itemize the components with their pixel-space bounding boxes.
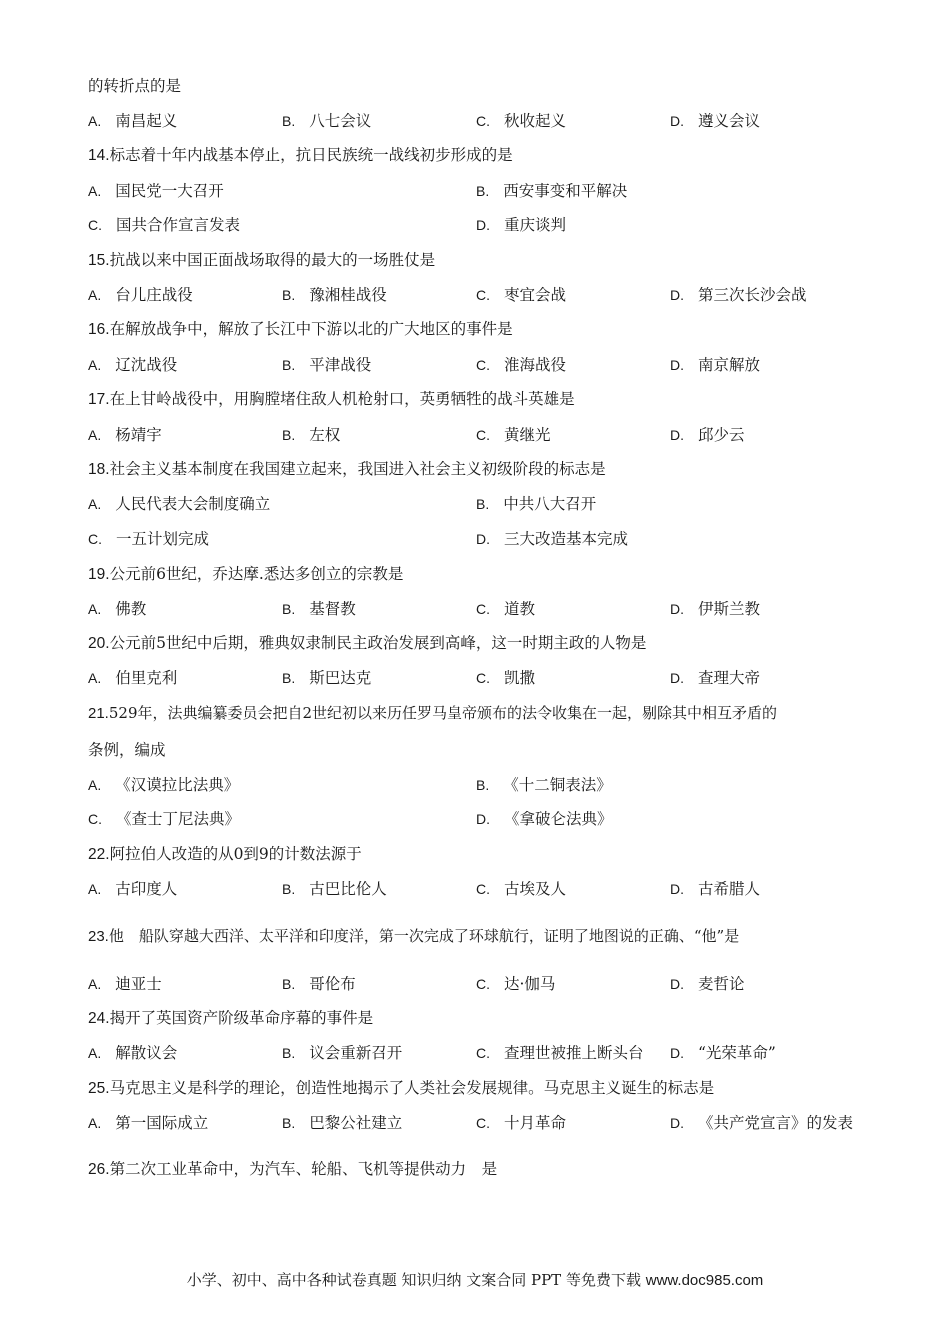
option-d: D. 第三次长沙会战	[670, 286, 807, 304]
option-a: A. 人民代表大会制度确立	[88, 495, 271, 513]
option-b: B. 左权	[282, 426, 341, 444]
option-b: B. 巴黎公社建立	[282, 1114, 403, 1132]
option-c: C. 国共合作宣言发表	[88, 216, 241, 234]
option-b: B. 基督教	[282, 600, 356, 618]
question-21: 21.529年，法典编纂委员会把自2世纪初以来历任罗马皇帝颁布的法令收集在一起，剔除其中相互矛盾的	[88, 704, 778, 722]
question-25: 25.马克思主义是科学的理论，创造性地揭示了人类社会发展规律。马克思主义诞生的标志是	[88, 1079, 715, 1097]
option-b: B. 平津战役	[282, 356, 372, 374]
option-c: C. 达·伽马	[476, 975, 556, 993]
option-c: C. 黄继光	[476, 426, 551, 444]
option-c: C. 十月革命	[476, 1114, 567, 1132]
option-c: C. 一五计划完成	[88, 530, 210, 548]
option-b: B. 议会重新召开	[282, 1044, 403, 1062]
option-d: D. 伊斯兰教	[670, 600, 761, 618]
option-d: D. 南京解放	[670, 356, 761, 374]
option-c: C. 《查士丁尼法典》	[88, 810, 241, 828]
option-b: B. 斯巴达克	[282, 669, 372, 687]
question-14: 14.标志着十年内战基本停止，抗日民族统一战线初步形成的是	[88, 146, 513, 164]
option-a: A. 佛教	[88, 600, 147, 618]
option-b: B. 古巴比伦人	[282, 880, 387, 898]
option-a: A. 古印度人	[88, 880, 178, 898]
option-c: C. 道教	[476, 600, 536, 618]
option-d: D. 遵义会议	[670, 112, 761, 130]
option-c: C. 秋收起义	[476, 112, 567, 130]
option-b: B. 西安事变和平解决	[476, 182, 628, 200]
option-b: B. 豫湘桂战役	[282, 286, 387, 304]
question-17: 17.在上甘岭战役中，用胸膛堵住敌人机枪射口，英勇牺牲的战斗英雄是	[88, 390, 575, 408]
option-a: A. 台儿庄战役	[88, 286, 193, 304]
option-c: C. 古埃及人	[476, 880, 567, 898]
option-b: B. 八七会议	[282, 112, 372, 130]
option-a: A. 第一国际成立	[88, 1114, 209, 1132]
question-26: 26.第二次工业革命中，为汽车、轮船、飞机等提供动力 是	[88, 1160, 498, 1178]
option-a: A. 解散议会	[88, 1044, 178, 1062]
option-d: D. 麦哲论	[670, 975, 745, 993]
question-19: 19.公元前6世纪，乔达摩.悉达多创立的宗教是	[88, 565, 404, 583]
question-20: 20.公元前5世纪中后期，雅典奴隶制民主政治发展到高峰，这一时期主政的人物是	[88, 634, 647, 652]
option-c: C. 淮海战役	[476, 356, 567, 374]
question-15: 15.抗战以来中国正面战场取得的最大的一场胜仗是	[88, 251, 436, 269]
option-a: A. 辽沈战役	[88, 356, 178, 374]
option-d: D. 《共产党宣言》的发表	[670, 1114, 854, 1132]
option-a: A. 伯里克利	[88, 669, 178, 687]
option-d: D. 重庆谈判	[476, 216, 567, 234]
option-d: D. “光荣革命”	[670, 1044, 776, 1062]
option-b: B. 哥伦布	[282, 975, 356, 993]
option-d: D. 邱少云	[670, 426, 745, 444]
option-d: D. 《拿破仑法典》	[476, 810, 613, 828]
option-a: A. 南昌起义	[88, 112, 178, 130]
question-24: 24.揭开了英国资产阶级革命序幕的事件是	[88, 1009, 374, 1027]
option-c: C. 查理世被推上断头台	[476, 1044, 644, 1062]
option-d: D. 古希腊人	[670, 880, 761, 898]
option-d: D. 三大改造基本完成	[476, 530, 629, 548]
option-c: C. 凯撒	[476, 669, 536, 687]
option-a: A. 迪亚士	[88, 975, 162, 993]
question-21-line2: 条例，编成	[88, 741, 166, 759]
footer-text: 小学、初中、高中各种试卷真题 知识归纳 文案合同 PPT 等免费下载	[186, 1271, 641, 1289]
question-22: 22.阿拉伯人改造的从0到9的计数法源于	[88, 845, 362, 863]
option-d: D. 查理大帝	[670, 669, 761, 687]
option-b: B. 《十二铜表法》	[476, 776, 612, 794]
option-b: B. 中共八大召开	[476, 495, 597, 513]
page-footer	[0, 1270, 950, 1291]
question-23: 23.他 船队穿越大西洋、太平洋和印度洋，第一次完成了环球航行，证明了地图说的正确、“他”是	[88, 927, 740, 945]
question-18: 18.社会主义基本制度在我国建立起来，我国进入社会主义初级阶段的标志是	[88, 460, 606, 478]
option-a: A. 《汉谟拉比法典》	[88, 776, 240, 794]
question-13-continuation: 的转折点的是	[88, 77, 182, 95]
footer-link[interactable]: www.doc985.com	[645, 1272, 764, 1289]
option-c: C. 枣宜会战	[476, 286, 567, 304]
question-16: 16.在解放战争中，解放了长江中下游以北的广大地区的事件是	[88, 320, 513, 338]
option-a: A. 杨靖宇	[88, 426, 162, 444]
option-a: A. 国民党一大召开	[88, 182, 224, 200]
